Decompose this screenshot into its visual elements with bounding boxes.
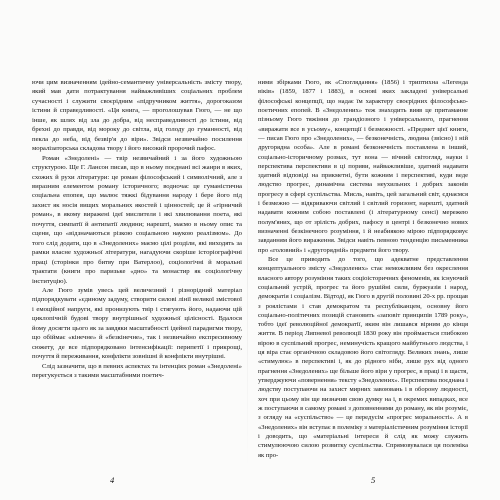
left-page-text — [32, 78, 242, 381]
paragraph: ними збірками Гюго, як «Споглядання» (1856) і триптихна «Легенда віків» (1859, 1877 і 1883), в основі яких закладені універсальні філософські концепції, що надає їм характеру своєрідних філософсько-поетичних епопей. В «Знедолених» теж знаходить вияв це притаманне пізньому Гюго тяжіння до грандіозного і універсального, прагнення «виражати все в усьому», концепції і безмежності. «Предмет цієї книги, — писав Гюго про «Знедолених», — безконечність, людина (звісно) і ній другорядна особа». Але в романі безконечність поставлена в інший, соціально-історичному розмах, тут вона — вічний світогляд, науки і перспектива перспективи в ці пориви, найважливіше, здатний надавати здатний відповіді на прикметні, бути кожним і перспективі, куди веде людство прогрес, динамічна система неухильних і добрих законів прогресу в сфері суспільства. Мисль, навіть, цей загальний світ, єднаємся і безмежно — відкриваючи світлий і світлий горизонт, нарешті, здатний надавати кожним собою поставлені (і літературному сенсі) мережею полум'яних, що от зрілість добрих, пафосу в центрі і безконечно нових визначенні безкінечного розуміння, і й неабиякою мірою підпорядковує завданням його вираження. Звідси навіть певною тенденцію письменника про «головний» і «другорядній» предмети його твору. — [258, 79, 468, 254]
paragraph: Слід зазначити, що в певних аспектах та інтенціях роман «Знедолені» перегукується з такими масштабними поетич- — [32, 362, 242, 380]
paragraph: ючи цим визначенням ідейно-семантичну універсальність змісту твору, який мав дати потрактування найважливіших соціальних проблем сучасності і служити своєрідним «підручником життя», дорогоказом істини й справедливості. «Ця книга, — проголошував Гюго, — не що інше, як шлях від зла до добра, від несправедливості до істини, від брехні до правди, від мороку до світла, від голоду до гуманності, від пекла до неба, від безвір'я до віри». Звідси незвичайно посилення моралізаторська складова твору і його високий пророчий пафос. — [32, 79, 242, 153]
paragraph: Але Гюго зумів увесь цей величезний і різнорідний матеріал підпорядкувати «єдиному задуму, створити силові лінії великої змістової і емоційної напруги, які пронизують твір і стягують його, надаючи цій циклопічній будові твору внутрішньої художньої цілісності. Вдалося йому досягти цього як за завдяки масштабності ідейної парадигми твору, що обіймає «кінечне» й «безкінечне», так і незвичайно експресивному сюжету, де все підпорядковано інтенсифікації: перипетії і прикрощі, почуття й переживання, конфлікти зовнішні й конфлікти внутрішні. — [32, 286, 242, 361]
paragraph: Роман «Знедолені» — твір незвичайний і за його художньою структурою. Ще Г. Лансон писав, що в ньому поєднані всі жанри в яких, схожих й рухи літератури: це роман філософський і символічний, але з виразним елементом роману історичного; водночас це гуманістична соціальна епопея, що малює тяжкі бідування народу і бере його під захист як носія вищих моральних якостей і цінностей; це й «гірничий роман», в якому виражені ідеї мислителя і які хвилювання поета, які почуття, симпатії й антипатії людини; нарешті, маємо в ньому опис та сцени, що «відзначаються різкою соціальною наукою реалізмом». До того слід додати, що в «Знедолених» маємо цілі розділи, які виходять за рамки власне художньої літератури, нагадуючи скоріше історіографічні праці (сторінки про битву при Ватерлоо), соціологічні й моральні трактати (книги про паризьке «дно» та монастир як соціологічну інституцію). — [32, 154, 242, 285]
paragraph: Все це приводить до того, що адекватне представлення концептуального змісту «Знедолених» стає неможливим без окреслення власного автору розуміння таких соціоісторичних феноменів, як існуючий соціальний устрій, прогрес та його рушійні сили, буржуазія і народ, демократія і соціалізм. Відтоді, як Гюго в другій половині 20-х рр. прощав з роялістами і став демократом та республіканцем, основну його соціально-політичних позицій становить «заповіт принципів 1789 року», тобто ідеї революційної демократії, яким він лишався вірним до кінця життя. В період Липневої революції 1830 року він проймається глибокою вірою в суспільний прогрес, неминучість кращого майбутнього людства, і ця віра стає органічною складовою його світогляду. Великих знань, лише «стимулює» в перспективі і, як до рідного ніби, лише рух від одного прагнення «Знедолених» ще більше його віри у прогрес, в праці і в щастя, утверджуючи «повернення» тексту «Знедолених». Перспектива поєднана і людству поступаючи на захист мирних завоювань і в оборону людності, хоч при цьому він ще визначив свою думку на і, в окремих випадках, все ж поступаючи в самому романі з доповненнями до роману, як він розуміє, з огляду на «суспільство» — це передусім «прогрес моральності». А в «Знедолених» він вступає в полеміку з матеріалістичним розуміння історії і доводить, що «матеріальні інтереси й слід як можу служить стимулюючою силою розвитку суспільства. Спрямовувалася ця полеміка як про- — [258, 255, 468, 459]
right-page-text — [258, 78, 468, 460]
page-number-left: 4 — [110, 475, 115, 485]
page-number-right: 5 — [371, 475, 376, 485]
book-gutter — [247, 70, 248, 470]
